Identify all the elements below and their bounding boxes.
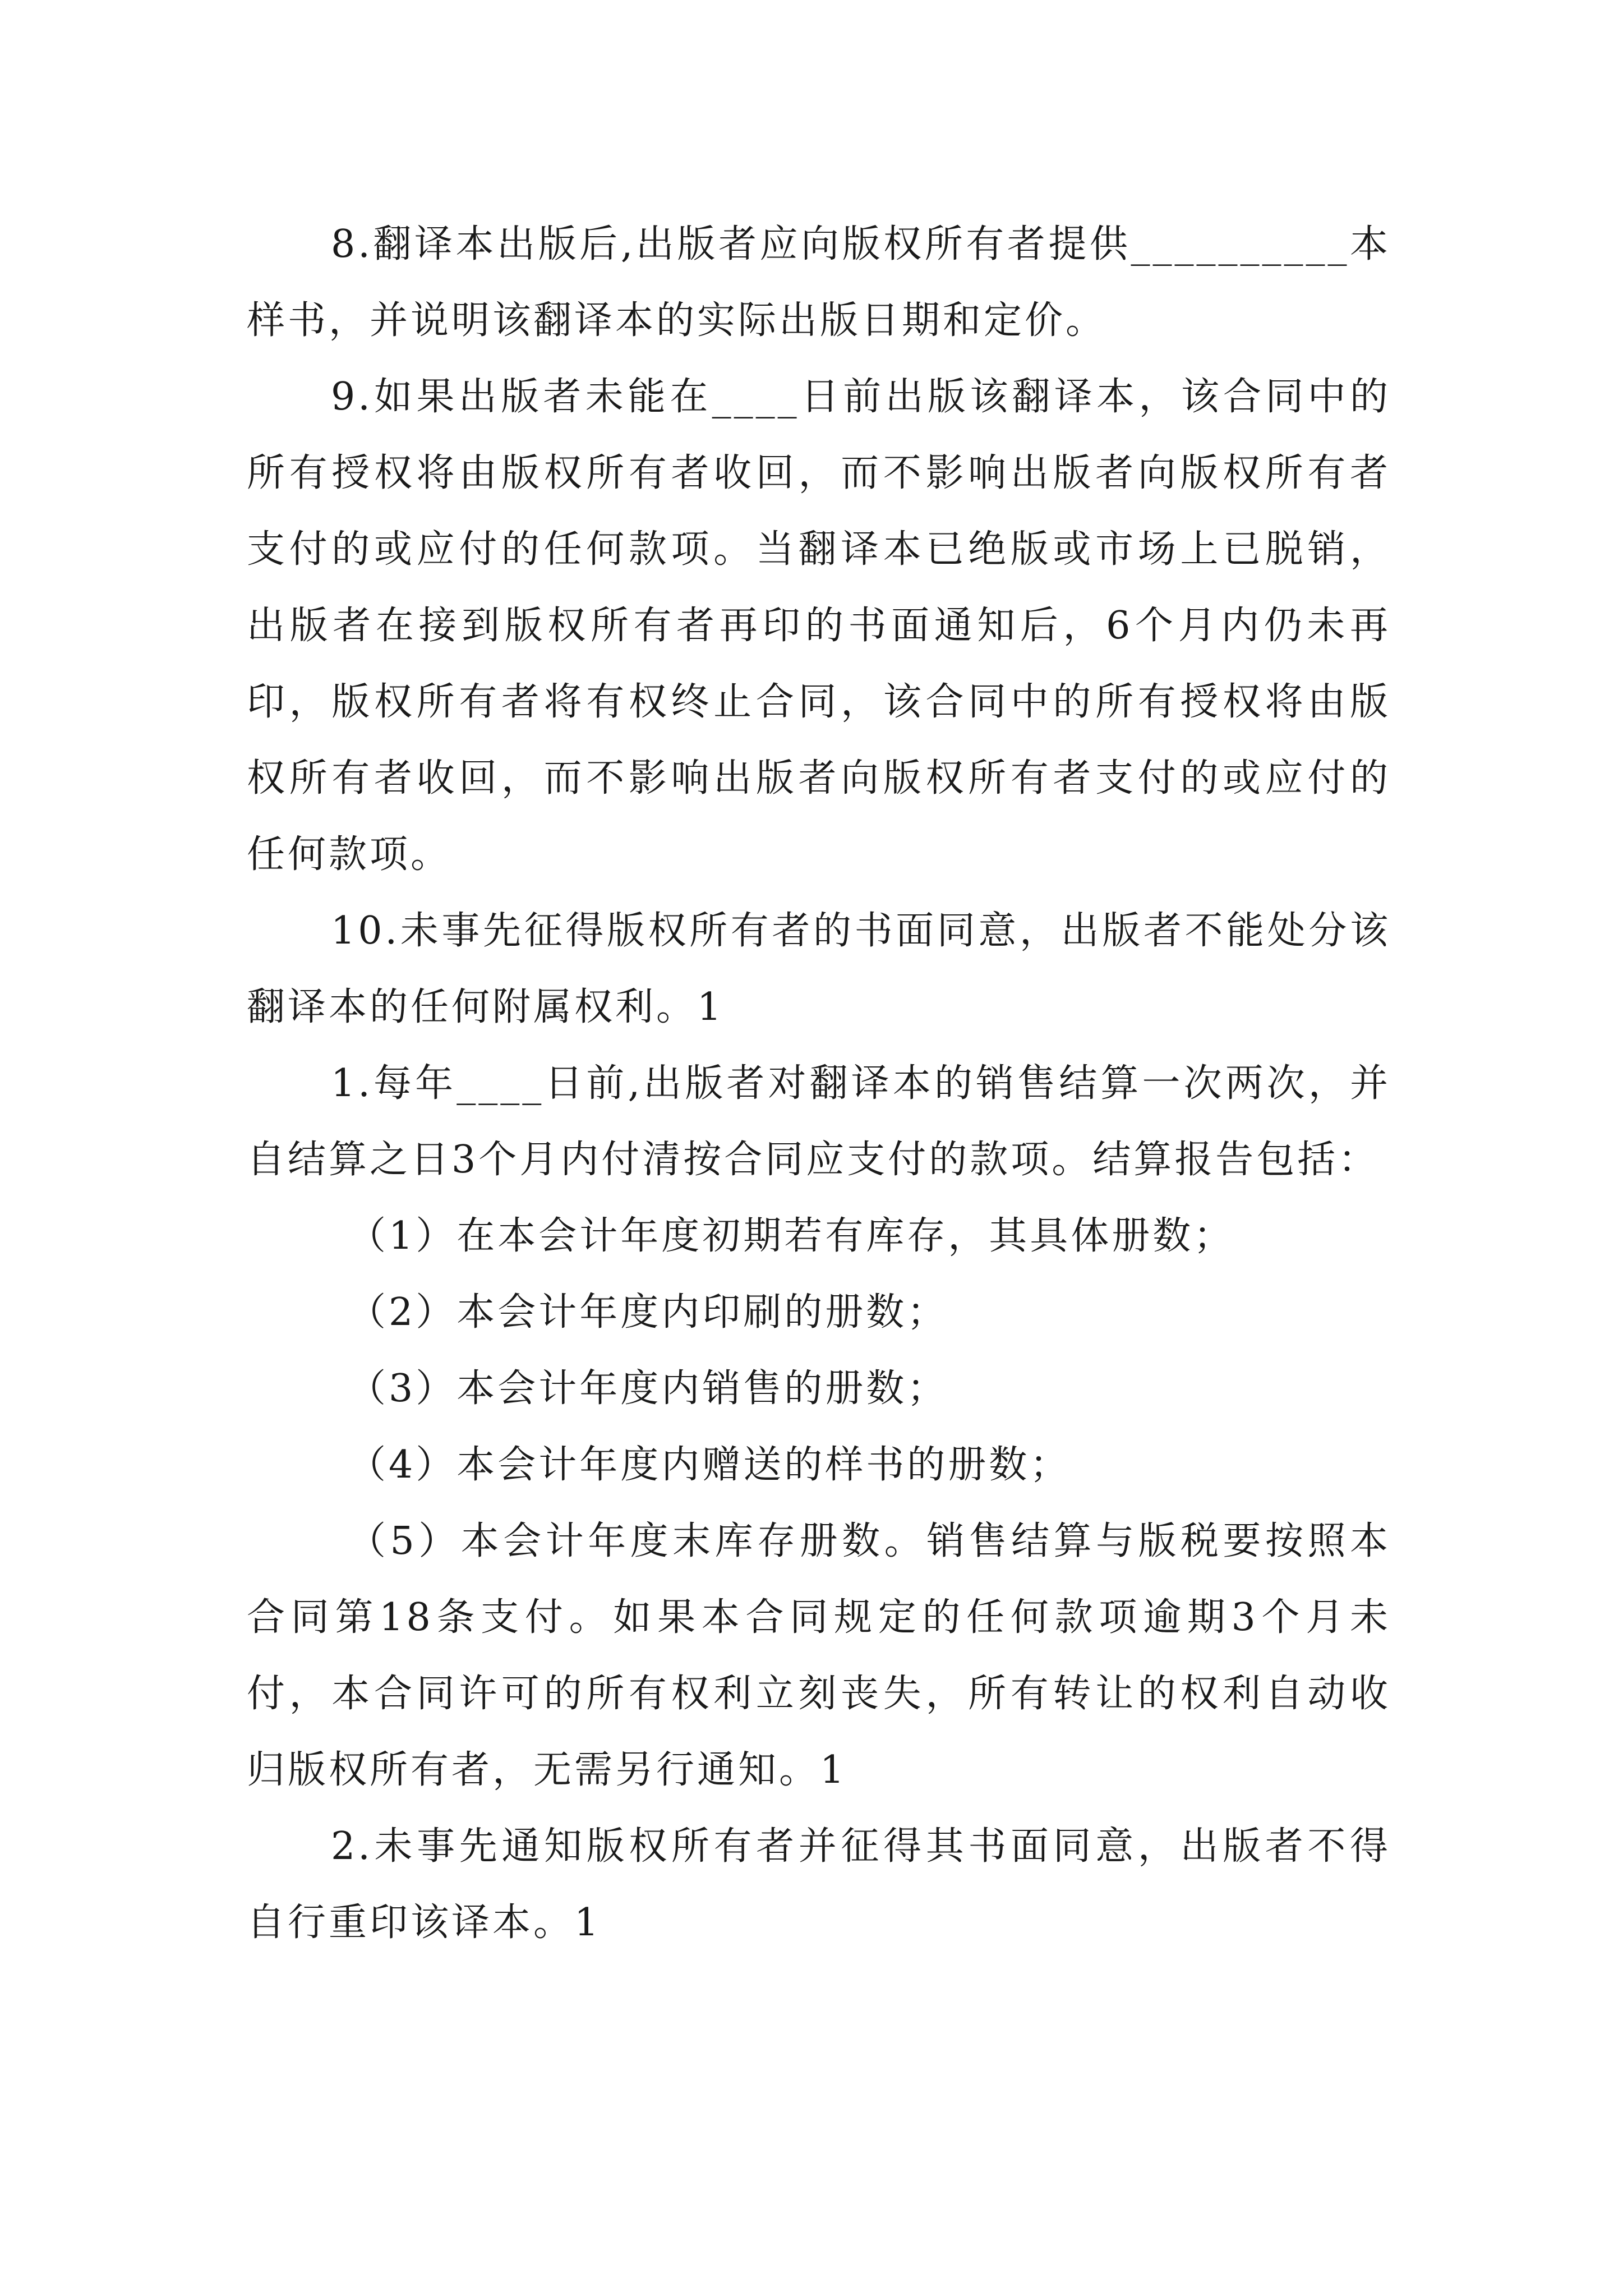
clause-12-paragraph: 2.未事先通知版权所有者并征得其书面同意，出版者不得自行重印该译本。1 [247,1824,1391,1945]
report-item-3: （3）本会计年度内销售的册数； [348,1366,948,1411]
clause-11-paragraph: 1.每年____日前,出版者对翻译本的销售结算一次两次，并自结算之日3个月内付清按合同应支付的款项。结算报告包括： [247,1061,1391,1182]
report-item-4: （4）本会计年度内赠送的样书的册数； [348,1443,1071,1487]
clause-9-paragraph: 9.如果出版者未能在____日前出版该翻译本，该合同中的所有授权将由版权所有者收回，而不影响出版者向版权所有者支付的或应付的任何款项。当翻译本已绝版或市场上已脱销，出版者在接到版权所有者再印的书面通知后，6个月内仍未再印，版权所有者将有权终止合同，该合同中的所有授权将由版权所有者收回，而不影响出版者向版权所有者支付的或应付的任何款项。 [247,375,1391,877]
report-item-1: （1）在本会计年度初期若有库存，其具体册数； [348,1214,1235,1258]
document-body [247,206,1391,1961]
report-item-2: （2）本会计年度内印刷的册数； [348,1290,948,1335]
report-item-5: （5）本会计年度末库存册数。销售结算与版税要按照本合同第18条支付。如果本合同规定的任何款项逾期3个月未付，本合同许可的所有权利立刻丧失，所有转让的权利自动收归版权所有者，无需另行通知。1 [247,1519,1391,1792]
clause-8-paragraph: 8.翻译本出版后,出版者应向版权所有者提供__________本样书，并说明该翻译本的实际出版日期和定价。 [247,222,1391,343]
clause-10-paragraph: 10.未事先征得版权所有者的书面同意，出版者不能处分该翻译本的任何附属权利。1 [247,909,1391,1029]
